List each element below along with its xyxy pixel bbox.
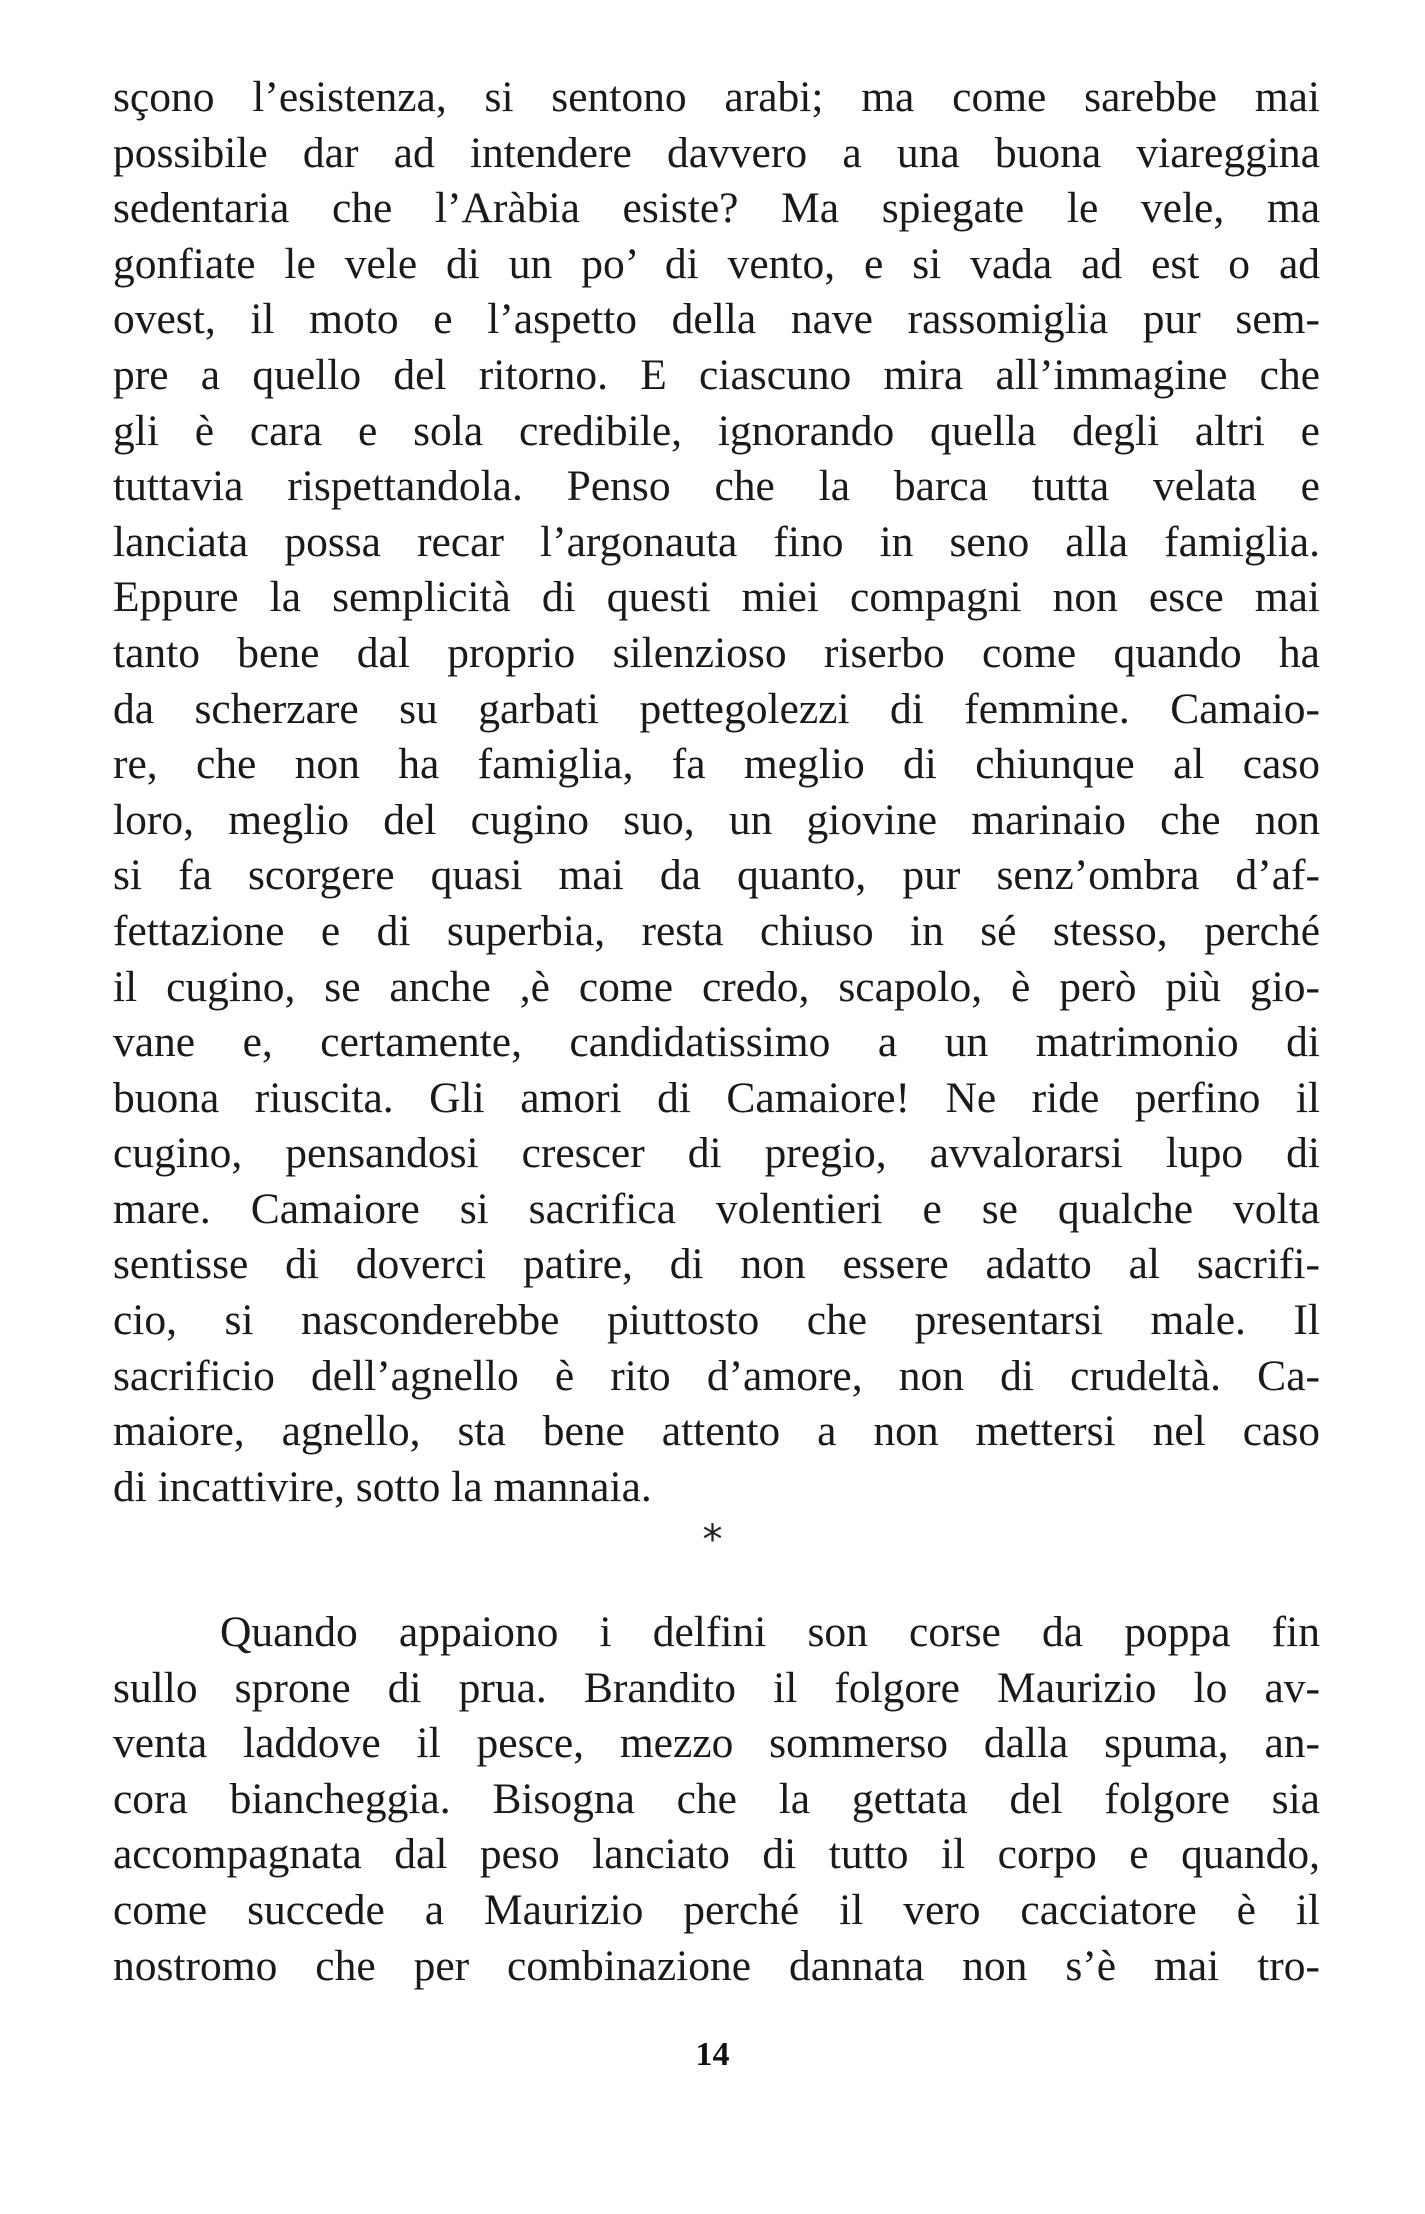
text-line: sentisse di doverci patire, di non essere adatto al sacrifi-: [113, 1240, 1320, 1289]
page-number: 14: [695, 2036, 730, 2073]
text-line: sacrificio dell’agnello è rito d’amore, non di crudeltà. Ca-: [113, 1351, 1320, 1400]
text-line: Quando appaiono i delfini son corse da poppa fin: [220, 1608, 1320, 1656]
text-line: sçono l’esistenza, si sentono arabi; ma come sarebbe mai: [113, 73, 1320, 121]
text-line: gli è cara e sola credibile, ignorando quella degli altri e: [113, 406, 1320, 455]
text-line: da scherzare su garbati pettegolezzi di femmine. Camaio-: [113, 684, 1320, 733]
text-line: di incattivire, sotto la mannaia.: [113, 1462, 652, 1511]
text-line: come succede a Maurizio perché il vero cacciatore è il: [113, 1885, 1320, 1934]
text-line: tanto bene dal proprio silenzioso riserbo come quando ha: [113, 628, 1320, 677]
text-line: possibile dar ad intendere davvero a una buona viareggina: [113, 128, 1320, 177]
text-line: cora biancheggia. Bisogna che la gettata del folgore sia: [113, 1774, 1320, 1823]
text-line: ovest, il moto e l’aspetto della nave rassomiglia pur sem-: [113, 295, 1320, 344]
text-line: re, che non ha famiglia, fa meglio di chiunque al caso: [113, 740, 1320, 789]
text-line: tuttavia rispettandola. Penso che la barca tutta velata e: [113, 462, 1320, 511]
text-line: accompagnata dal peso lanciato di tutto il corpo e quando,: [113, 1830, 1320, 1879]
text-line: buona riuscita. Gli amori di Camaiore! Ne ride perfino il: [113, 1073, 1320, 1122]
text-line: nostromo che per combinazione dannata non s’è mai tro-: [113, 1941, 1320, 1990]
text-line: Eppure la semplicità di questi miei compagni non esce mai: [113, 573, 1320, 622]
text-line: vane e, certamente, candidatissimo a un matrimonio di: [113, 1018, 1320, 1067]
text-line: pre a quello del ritorno. E ciascuno mira all’immagine che: [113, 350, 1320, 399]
text-line: fettazione e di superbia, resta chiuso in sé stesso, perché: [113, 906, 1320, 955]
text-line: sedentaria che l’Aràbia esiste? Ma spiegate le vele, ma: [113, 184, 1320, 233]
text-line: sullo sprone di prua. Brandito il folgore Maurizio lo av-: [113, 1663, 1320, 1712]
text-line: gonfiate le vele di un po’ di vento, e si vada ad est o ad: [113, 239, 1320, 288]
text-line: si fa scorgere quasi mai da quanto, pur senz’ombra d’af-: [113, 851, 1320, 900]
text-line: cio, si nasconderebbe piuttosto che presentarsi male. Il: [113, 1296, 1320, 1345]
text-line: venta laddove il pesce, mezzo sommerso dalla spuma, an-: [113, 1719, 1320, 1768]
text-line: cugino, pensandosi crescer di pregio, avvalorarsi lupo di: [113, 1129, 1320, 1178]
text-line: mare. Camaiore si sacrifica volentieri e se qualche volta: [113, 1184, 1320, 1233]
paragraph-2: [113, 1605, 1320, 1994]
text-line: lanciata possa recar l’argonauta fino in seno alla famiglia.: [113, 517, 1320, 566]
text-line: maiore, agnello, sta bene attento a non mettersi nel caso: [113, 1407, 1320, 1456]
section-separator-asterisk: *: [702, 1517, 723, 1563]
paragraph-1: [113, 70, 1320, 1515]
text-line: il cugino, se anche ,è come credo, scapolo, è però più gio-: [113, 962, 1320, 1011]
text-line: loro, meglio del cugino suo, un giovine marinaio che non: [113, 795, 1320, 844]
